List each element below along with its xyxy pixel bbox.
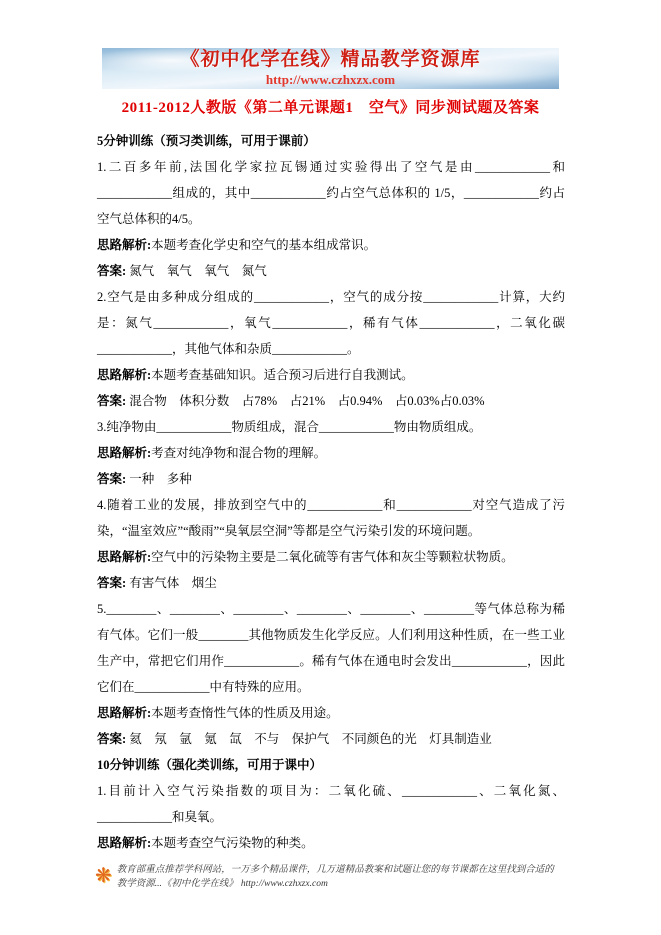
banner-url[interactable]: http://www.czhxzx.com: [265, 72, 396, 87]
section-heading-5min: 5分钟训练（预习类训练，可用于课前）: [97, 134, 316, 148]
footer-line-1: 教育部重点推荐学科网站，一万多个精品课件，几万道精品教案和试题让您的每节课都在这里找到合适的: [116, 865, 554, 875]
footer-url[interactable]: http://www.czhxzx.com: [240, 878, 328, 889]
analysis-text: 本题考查基础知识。适合预习后进行自我测试。: [151, 368, 414, 382]
answer-label: 答案:: [97, 394, 127, 408]
answer-label: 答案:: [97, 732, 127, 746]
answer-4: [97, 570, 565, 596]
analysis-3: [97, 440, 565, 466]
analysis-4: [97, 544, 565, 570]
question-5: 5.________、________、________、________、________、________等气体总称为稀有气体。它们一般________其他物质发生化学反应。人们利用这种性质，在一些工业生产中，常把它们用作____________。稀有气体在通电时会发出____________，因此它们在____________中有特殊的应用。: [97, 602, 565, 694]
analysis-text: 空气中的污染物主要是二氧化硫等有害气体和灰尘等颗粒状物质。: [151, 550, 514, 564]
answer-text: 有害气体 烟尘: [126, 576, 217, 590]
question-4: 4.随着工业的发展，排放到空气中的____________和____________对空气造成了污染，“温室效应”“酸雨”“臭氧层空洞”等都是空气污染引发的环境问题。: [97, 498, 565, 538]
footer-text: [117, 864, 567, 891]
question-6: 1.目前计入空气污染指数的项目为：二氧化硫、____________、二氧化氮、____________和臭氧。: [97, 784, 565, 824]
answer-label: 答案:: [97, 264, 127, 278]
site-banner: [102, 48, 559, 89]
answer-2: [97, 388, 565, 414]
analysis-text: 本题考查惰性气体的性质及用途。: [151, 706, 339, 720]
answer-3: [97, 466, 565, 492]
banner-title: 《初中化学在线》精品教学资源库: [180, 49, 481, 70]
footer-line-2-text: 教学资源...《初中化学在线》: [116, 878, 238, 889]
analysis-5: [97, 700, 565, 726]
answer-1: [97, 258, 565, 284]
analysis-1: [97, 232, 565, 258]
answer-text: 氮气 氧气 氧气 氮气: [126, 264, 267, 278]
analysis-label: 思路解析:: [97, 836, 152, 850]
analysis-text: 本题考查空气污染物的种类。: [151, 836, 314, 850]
question-1: 1.二百多年前,法国化学家拉瓦锡通过实验得出了空气是由____________和____________组成的，其中____________约占空气总体积的 1/5，____________约占空气总体积的4/5。: [97, 160, 565, 226]
answer-text: 混合物 体积分数 占78% 占21% 占0.94% 占0.03%占0.03%: [126, 394, 485, 408]
analysis-text: 考查对纯净物和混合物的理解。: [151, 446, 327, 460]
answer-text: 一种 多种: [126, 472, 192, 486]
question-3: 3.纯净物由____________物质组成，混合____________物由物质组成。: [97, 420, 482, 434]
analysis-2: [97, 362, 565, 388]
document-title: 2011-2012人教版《第二单元课题1 空气》同步测试题及答案: [121, 100, 540, 116]
analysis-label: 思路解析:: [97, 446, 152, 460]
analysis-text: 本题考查化学史和空气的基本组成常识。: [151, 238, 377, 252]
footer-line-2: [117, 878, 567, 892]
analysis-label: 思路解析:: [97, 368, 152, 382]
section-heading-10min: 10分钟训练（强化类训练，可用于课中）: [97, 758, 323, 772]
star-logo-icon: ❋: [95, 865, 112, 887]
question-2: 2.空气是由多种成分组成的____________，空气的成分按____________计算，大约是：氮气____________，氧气____________，稀有气体____________，二氧化碳____________，其他气体和杂质____________。: [97, 290, 565, 356]
analysis-label: 思路解析:: [97, 238, 152, 252]
answer-label: 答案:: [97, 472, 127, 486]
answer-label: 答案:: [97, 576, 127, 590]
answer-text: 氦 氖 氩 氪 氙 不与 保护气 不同颜色的光 灯具制造业: [126, 732, 492, 746]
document-body: [97, 128, 565, 856]
analysis-6: [97, 830, 565, 856]
answer-5: [97, 726, 565, 752]
page-footer: [95, 864, 567, 891]
analysis-label: 思路解析:: [97, 706, 152, 720]
analysis-label: 思路解析:: [97, 550, 152, 564]
